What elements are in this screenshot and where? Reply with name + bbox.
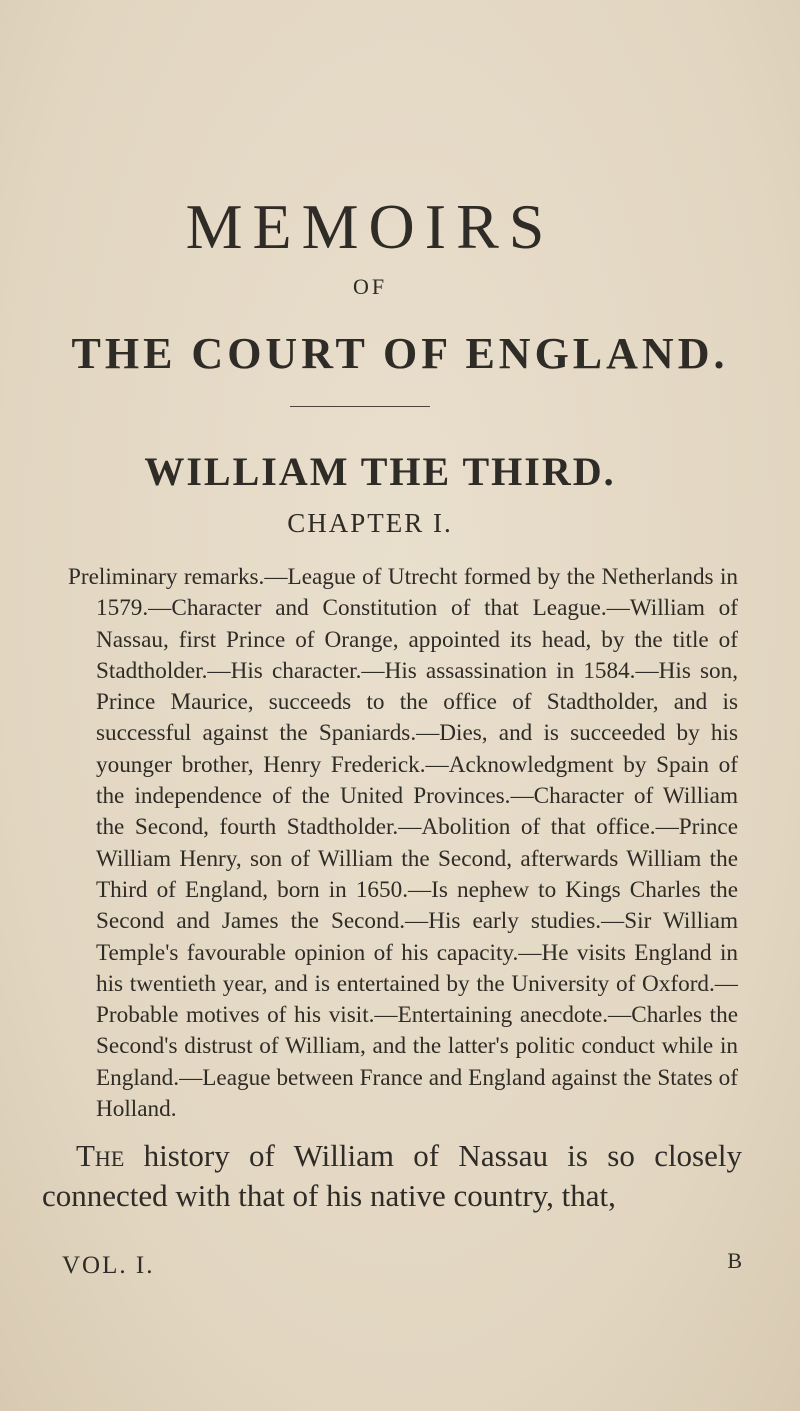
volume-marker: VOL. I. — [62, 1252, 155, 1279]
page-footer — [62, 1248, 742, 1284]
page-title: MEMOIRS — [185, 191, 555, 262]
chapter-heading: CHAPTER I. — [287, 508, 453, 538]
body-text: history of William of Nassau is so closely connected with that of his native country, that, — [42, 1138, 742, 1213]
divider-rule — [290, 406, 430, 407]
section-title: WILLIAM THE THIRD. — [144, 449, 616, 494]
title-connector: OF — [352, 274, 388, 299]
page-subtitle: THE COURT OF ENGLAND. — [71, 329, 729, 378]
body-paragraph — [42, 1136, 742, 1216]
signature-mark: B — [727, 1248, 742, 1273]
body-lead-word: The — [76, 1138, 125, 1173]
chapter-summary: Preliminary remarks.—League of Utrecht formed by the Netherlands in 1579.—Character and Constitution of that League.—William of Nassau, first Prince of Orange, appointed its head, by the title of Stadtholder.—His character.—His assassination in 1584.—His son, Prince Maurice, succeeds to the office of Stadtholder, and is successful against the Spaniards.—Dies, and is succeeded by his younger brother, Henry Frederick.—Acknowledgment by Spain of the independence of the United Provinces.—Character of William the Second, fourth Stadtholder.—Abolition of that office.—Prince William Henry, son of William the Second, afterwards William the Third of England, born in 1650.—Is nephew to Kings Charles the Second and James the Second.—His early studies.—Sir William Temple's favourable opinion of his capacity.—He visits England in his twentieth year, and is entertained by the University of Oxford.—Probable motives of his visit.—Entertaining anecdote.—Charles the Second's distrust of William, and the latter's politic conduct while in England.—League between France and England against the States of Holland. — [68, 564, 738, 1123]
